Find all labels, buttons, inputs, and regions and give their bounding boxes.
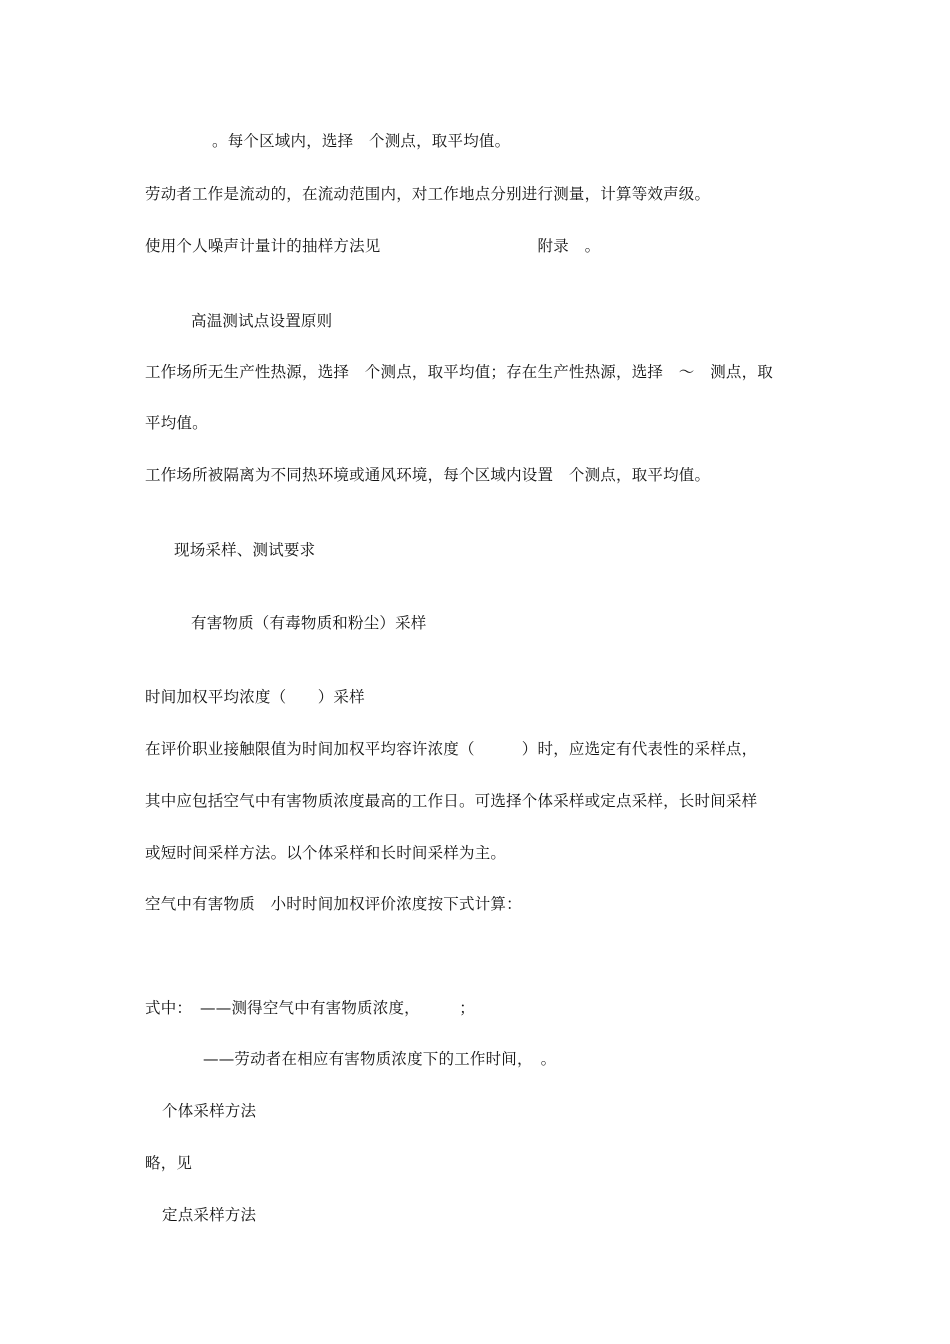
personal-noise-meter-paragraph: 使用个人噪声计量计的抽样方法见 附录 。 (145, 237, 601, 255)
formula-definition-concentration: 式中： ——测得空气中有害物质浓度， ； (145, 999, 475, 1017)
mobile-worker-noise-paragraph: 劳动者工作是流动的，在流动范围内，对工作地点分别进行测量，计算等效声级。 (145, 185, 711, 203)
twa-paragraph-line3: 或短时间采样方法。以个体采样和长时间采样为主。 (145, 844, 507, 862)
fixed-point-sampling-heading: 定点采样方法 (162, 1206, 257, 1224)
personal-sampling-heading: 个体采样方法 (162, 1102, 257, 1120)
personal-sampling-body: 略，见 (145, 1154, 193, 1172)
sampling-requirements-heading: 现场采样、测试要求 (174, 541, 316, 559)
twa-formula-intro: 空气中有害物质 小时时间加权评价浓度按下式计算： (145, 895, 522, 913)
twa-paragraph-line2: 其中应包括空气中有害物质浓度最高的工作日。可选择个体采样或定点采样，长时间采样 (145, 792, 758, 810)
heat-source-paragraph-line2: 平均值。 (145, 414, 208, 432)
heat-source-paragraph-line1: 工作场所无生产性热源，选择 个测点，取平均值；存在生产性热源，选择 ～ 测点，取 (145, 363, 774, 381)
twa-paragraph-line1: 在评价职业接触限值为时间加权平均容许浓度（ ）时，应选定有代表性的采样点， (145, 740, 758, 758)
formula-definition-time: ——劳动者在相应有害物质浓度下的工作时间， 。 (203, 1050, 557, 1068)
isolated-area-paragraph: 工作场所被隔离为不同热环境或通风环境，每个区域内设置 个测点，取平均值。 (145, 466, 711, 484)
heat-test-heading: 高温测试点设置原则 (191, 312, 333, 330)
hazardous-substance-heading: 有害物质（有毒物质和粉尘）采样 (191, 614, 427, 632)
twa-sampling-heading: 时间加权平均浓度（ ）采样 (145, 688, 365, 706)
noise-measure-point-line: 。每个区域内，选择 个测点，取平均值。 (212, 132, 511, 150)
